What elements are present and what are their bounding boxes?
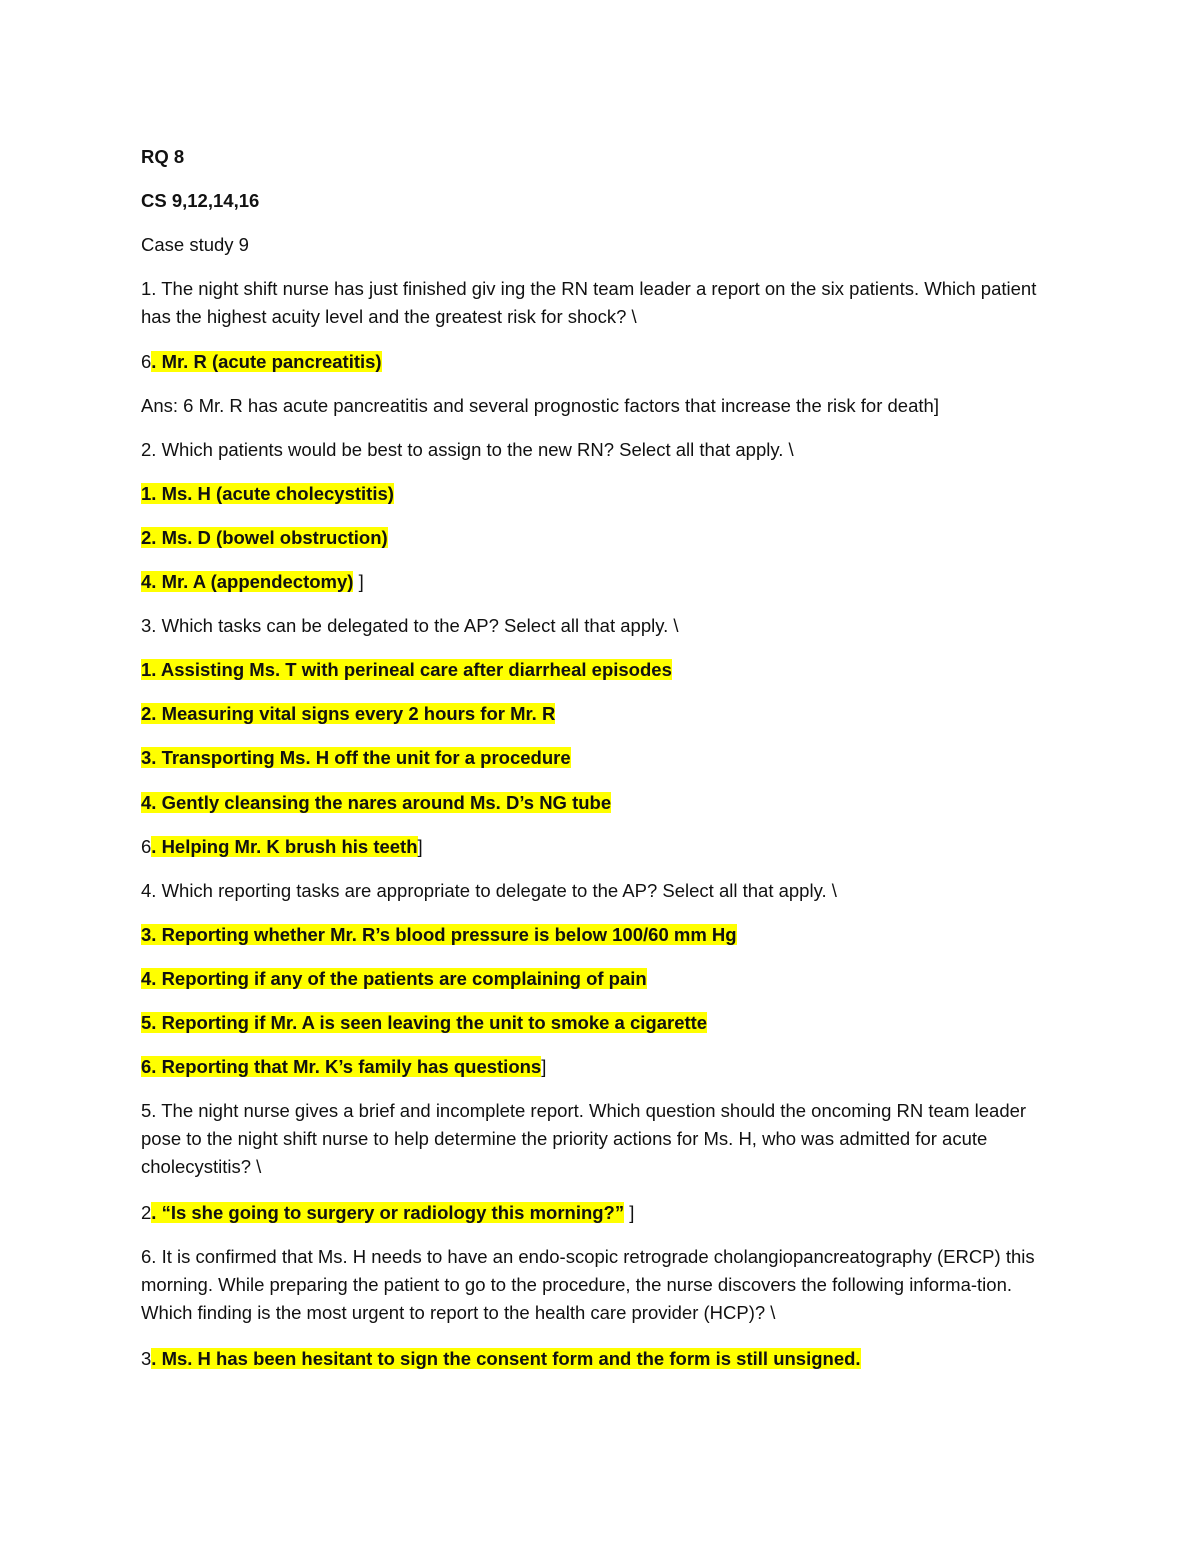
- doc-subtitle: CS 9,12,14,16: [141, 190, 260, 211]
- question-3: 3. Which tasks can be delegated to the AP? Select all that apply. \: [141, 615, 679, 636]
- question-2-answer-3: [141, 568, 1061, 596]
- question-3-answer-3: [141, 744, 1061, 772]
- question-5: 5. The night nurse gives a brief and incomplete report. Which question should the oncoming RN team leader pose to the night shift nurse to help determine the priority actions for Ms. H, who was admitted for acute cholecystitis? \: [141, 1100, 1027, 1177]
- answer-tail: ]: [624, 1202, 635, 1223]
- highlighted-answer: 3. Transporting Ms. H off the unit for a procedure: [141, 747, 571, 768]
- question-6-answer: [141, 1345, 1061, 1373]
- highlighted-answer: 5. Reporting if Mr. A is seen leaving the unit to smoke a cigarette: [141, 1012, 708, 1033]
- answer-tail: ]: [417, 836, 423, 857]
- answer-number: 3: [141, 1348, 152, 1369]
- highlighted-answer: 1. Assisting Ms. T with perineal care after diarrheal episodes: [141, 659, 672, 680]
- question-6: 6. It is confirmed that Ms. H needs to have an endo-scopic retrograde cholangiopancreatography (ERCP) this morning. While preparing the patient to go to the procedure, the nurse discovers the following informa-tion. Which finding is the most urgent to report to the health care provider (HCP)? \: [141, 1246, 1035, 1323]
- highlighted-answer: . Helping Mr. K brush his teeth: [151, 836, 418, 857]
- highlighted-answer: . Mr. R (acute pancreatitis): [151, 351, 382, 372]
- highlighted-answer: 3. Reporting whether Mr. R’s blood pressure is below 100/60 mm Hg: [141, 924, 737, 945]
- highlighted-answer: 2. Ms. D (bowel obstruction): [141, 527, 388, 548]
- question-4-answer-3: [141, 1009, 1061, 1037]
- question-4-answer-4: [141, 1053, 1061, 1081]
- answer-number: 2: [141, 1202, 152, 1223]
- question-1: 1. The night shift nurse has just finished giv ing the RN team leader a report on the six patients. Which patient has the highest acuity level and the greatest risk for shock? \: [141, 278, 1037, 327]
- case-label: Case study 9: [141, 234, 249, 255]
- highlighted-answer: 4. Gently cleansing the nares around Ms. D’s NG tube: [141, 792, 612, 813]
- question-3-answer-5: [141, 833, 1061, 861]
- question-1-answer: [141, 348, 1061, 376]
- question-2-answer-1: [141, 480, 1061, 508]
- question-4: 4. Which reporting tasks are appropriate to delegate to the AP? Select all that apply. \: [141, 880, 837, 901]
- highlighted-answer: 4. Reporting if any of the patients are complaining of pain: [141, 968, 647, 989]
- question-4-answer-2: [141, 965, 1061, 993]
- highlighted-answer: 1. Ms. H (acute cholecystitis): [141, 483, 394, 504]
- question-3-answer-4: [141, 789, 1061, 817]
- highlighted-answer: . Ms. H has been hesitant to sign the consent form and the form is still unsigned.: [151, 1348, 861, 1369]
- highlighted-answer: 6. Reporting that Mr. K’s family has questions: [141, 1056, 542, 1077]
- answer-number: 6: [141, 351, 152, 372]
- question-4-answer-1: [141, 921, 1061, 949]
- question-5-answer: [141, 1199, 1061, 1227]
- question-2-answer-2: [141, 524, 1061, 552]
- answer-tail: ]: [353, 571, 364, 592]
- answer-number: 6: [141, 836, 152, 857]
- highlighted-answer: . “Is she going to surgery or radiology this morning?”: [151, 1202, 625, 1223]
- question-1-explanation: Ans: 6 Mr. R has acute pancreatitis and several prognostic factors that increase the risk for death]: [141, 395, 939, 416]
- question-2: 2. Which patients would be best to assign to the new RN? Select all that apply. \: [141, 439, 794, 460]
- question-3-answer-2: [141, 700, 1061, 728]
- highlighted-answer: 2. Measuring vital signs every 2 hours for Mr. R: [141, 703, 556, 724]
- doc-title: RQ 8: [141, 146, 185, 167]
- question-3-answer-1: [141, 656, 1061, 684]
- highlighted-answer: 4. Mr. A (appendectomy): [141, 571, 354, 592]
- answer-tail: ]: [541, 1056, 547, 1077]
